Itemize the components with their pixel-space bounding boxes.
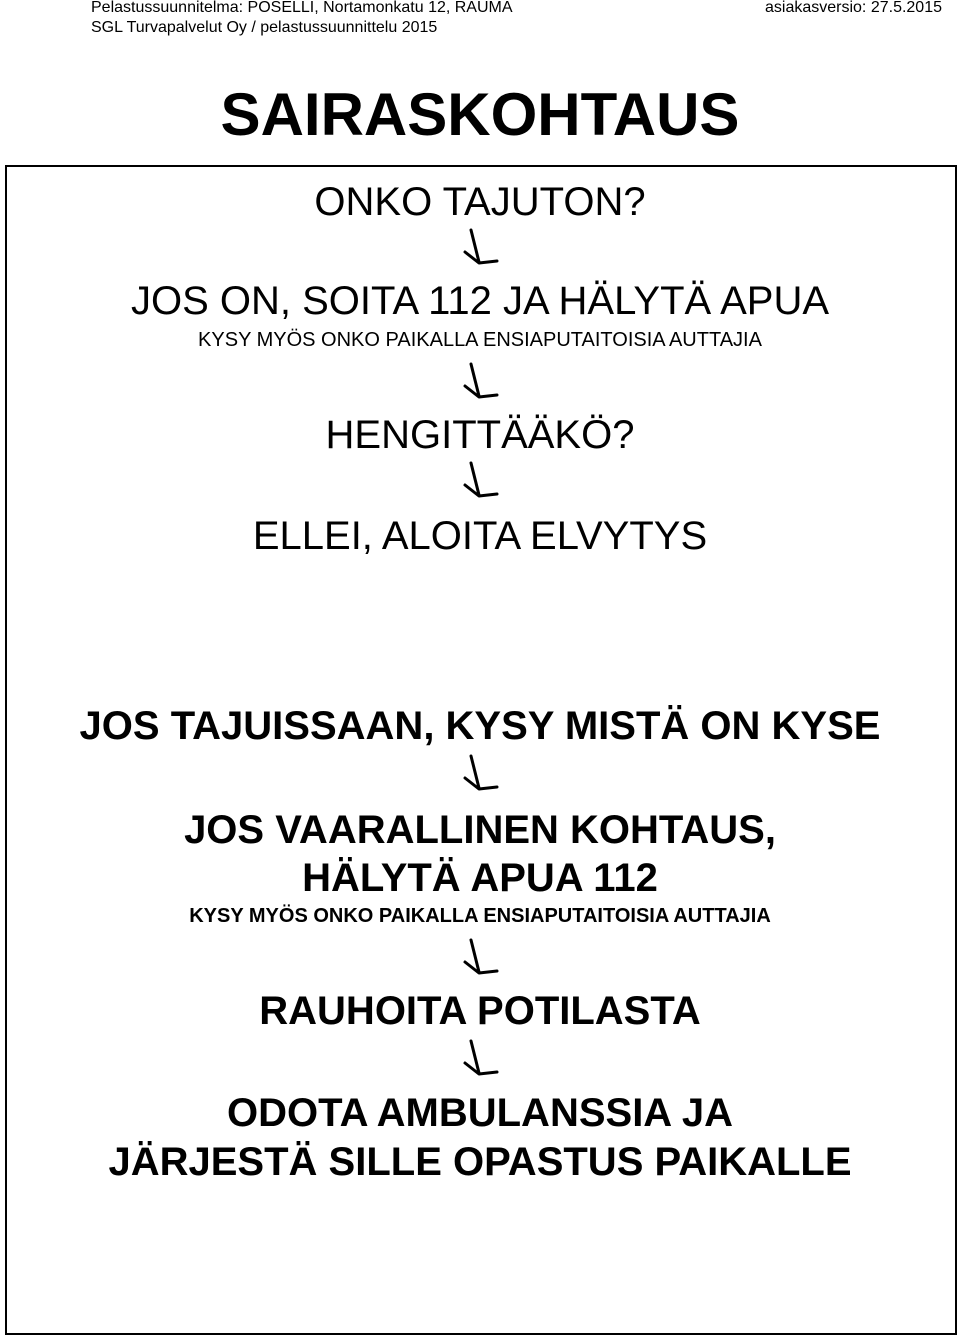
- arrow-down-icon: [461, 360, 501, 404]
- arrow-down-icon: [461, 226, 501, 270]
- header-plan-info: Pelastussuunnitelma: POSELLI, Nortamonkatu 12, RAUMA: [91, 0, 513, 16]
- step-dangerous-seizure: JOS VAARALLINEN KOHTAUS,: [184, 808, 776, 852]
- arrow-down-icon: [461, 752, 501, 796]
- step-alarm-112: HÄLYTÄ APUA 112: [302, 856, 658, 900]
- arrow-down-icon: [461, 1037, 501, 1081]
- step-call-112-note: KYSY MYÖS ONKO PAIKALLA ENSIAPUTAITOISIA AUTTAJIA: [198, 329, 762, 351]
- step-if-conscious: JOS TAJUISSAAN, KYSY MISTÄ ON KYSE: [79, 704, 881, 748]
- step-start-cpr: ELLEI, ALOITA ELVYTYS: [252, 514, 708, 558]
- step-calm-patient: RAUHOITA POTILASTA: [259, 989, 701, 1033]
- step-arrange-guidance: JÄRJESTÄ SILLE OPASTUS PAIKALLE: [108, 1140, 852, 1184]
- step-dangerous-seizure-note: KYSY MYÖS ONKO PAIKALLA ENSIAPUTAITOISIA AUTTAJIA: [189, 905, 771, 927]
- arrow-down-icon: [461, 936, 501, 980]
- step-breathing-question: HENGITTÄÄKÖ?: [325, 413, 635, 457]
- arrow-down-icon: [461, 459, 501, 503]
- step-wait-ambulance: ODOTA AMBULANSSIA JA: [227, 1091, 733, 1135]
- header-version: asiakasversio: 27.5.2015: [765, 0, 942, 16]
- step-unconscious-question: ONKO TAJUTON?: [314, 180, 646, 224]
- step-call-112: JOS ON, SOITA 112 JA HÄLYTÄ APUA: [130, 279, 830, 323]
- header-company-info: SGL Turvapalvelut Oy / pelastussuunnittelu 2015: [91, 19, 438, 36]
- page-title: SAIRASKOHTAUS: [220, 81, 740, 148]
